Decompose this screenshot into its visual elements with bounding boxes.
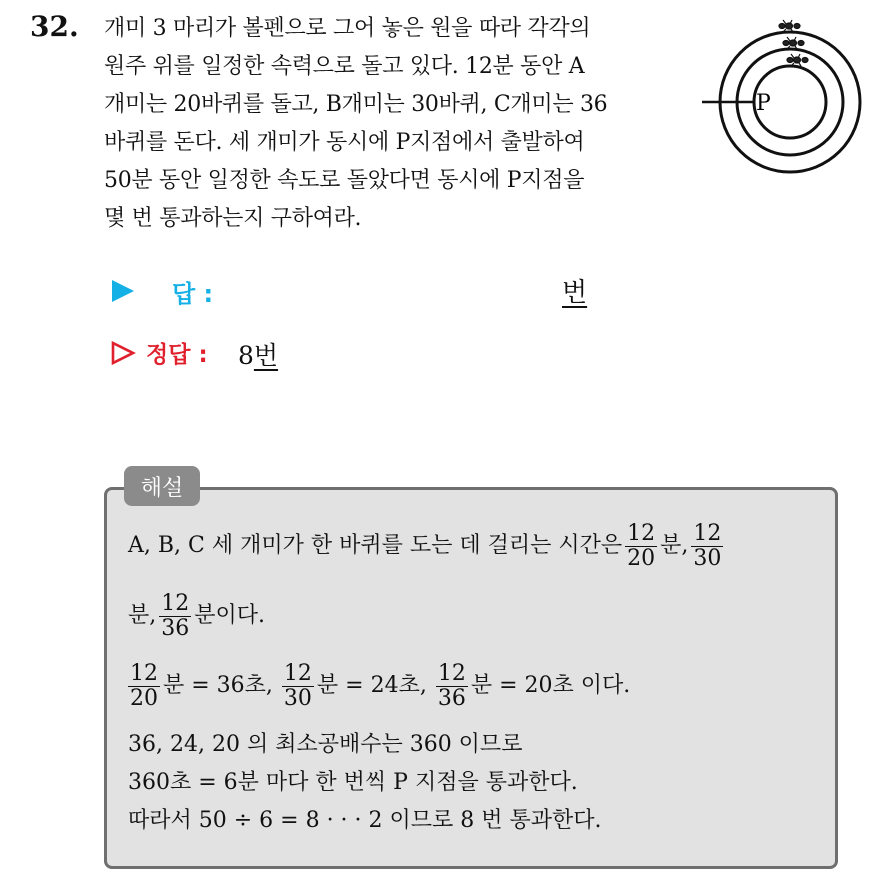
denominator: 20 (130, 685, 158, 711)
solid-triangle-icon (110, 278, 136, 304)
denominator: 36 (437, 685, 466, 711)
question-line: 바퀴를 돈다. 세 개미가 동시에 P지점에서 출발하여 (104, 130, 585, 155)
outline-triangle-icon (110, 340, 136, 366)
answer-label: 답 : (172, 280, 214, 308)
question-line: 몇 번 통과하는지 구하여라. (104, 206, 362, 231)
question-line: 개미 3 마리가 볼펜으로 그어 놓은 원을 따라 각각의 (104, 16, 591, 41)
solution-text: 분 = 36초, (163, 673, 273, 698)
answer-row (110, 272, 588, 312)
numerator: 12 (283, 660, 312, 686)
denominator: 30 (693, 545, 722, 571)
correct-answer-unit: 번 (253, 341, 279, 370)
point-p-label: P (756, 91, 771, 116)
numerator: 12 (161, 590, 190, 616)
correct-answer-label: 정답 : (146, 342, 208, 368)
question-line: 50분 동안 일정한 속도로 돌았다면 동시에 P지점을 (104, 168, 585, 193)
fraction (282, 662, 314, 711)
answer-input-unit[interactable]: 번 (562, 278, 588, 308)
ant-icon (787, 54, 808, 66)
numerator: 12 (130, 660, 158, 686)
numerator: 12 (437, 660, 466, 686)
fraction (625, 522, 657, 571)
solution-tab: 해설 (124, 466, 200, 506)
solution-line-2 (128, 588, 265, 644)
fraction (436, 662, 468, 711)
solution-text: 분이다. (194, 603, 265, 628)
solution-text: A, B, C 세 개미가 한 바퀴를 도는 데 걸리는 시간은 (128, 533, 623, 558)
solution-text: 분, (128, 603, 157, 628)
correct-answer-number: 8 (238, 341, 254, 370)
fraction (691, 522, 723, 571)
denominator: 30 (283, 685, 312, 711)
question-text (104, 10, 684, 238)
solution-text: 분 = 24초, (316, 673, 427, 698)
solution-line-4: 36, 24, 20 의 최소공배수는 360 이므로 (128, 732, 523, 757)
correct-answer-row (110, 334, 410, 374)
denominator: 36 (161, 615, 190, 641)
solution-line-5: 360초 = 6분 마다 한 번씩 P 지점을 통과한다. (128, 770, 578, 795)
question-line: 개미는 20바퀴를 돌고, B개미는 30바퀴, C개미는 36 (104, 92, 608, 117)
question-number: 32. (30, 10, 79, 43)
ant-icon (783, 37, 804, 49)
numerator: 12 (627, 520, 656, 546)
concentric-circles-figure (696, 14, 870, 188)
denominator: 20 (627, 545, 656, 571)
solution-line-3 (128, 658, 630, 714)
correct-answer-value (238, 336, 278, 372)
numerator: 12 (693, 520, 722, 546)
fraction (159, 592, 191, 641)
ant-icon (779, 20, 800, 32)
question-line: 원주 위를 일정한 속력으로 돌고 있다. 12분 동안 A (104, 54, 585, 79)
solution-line-1 (128, 518, 726, 574)
solution-text: 분, (660, 533, 689, 558)
solution-text: 분 = 20초 이다. (470, 673, 631, 698)
fraction (128, 662, 160, 711)
solution-line-6: 따라서 50 ÷ 6 = 8 · · · 2 이므로 8 번 통과한다. (128, 808, 602, 833)
